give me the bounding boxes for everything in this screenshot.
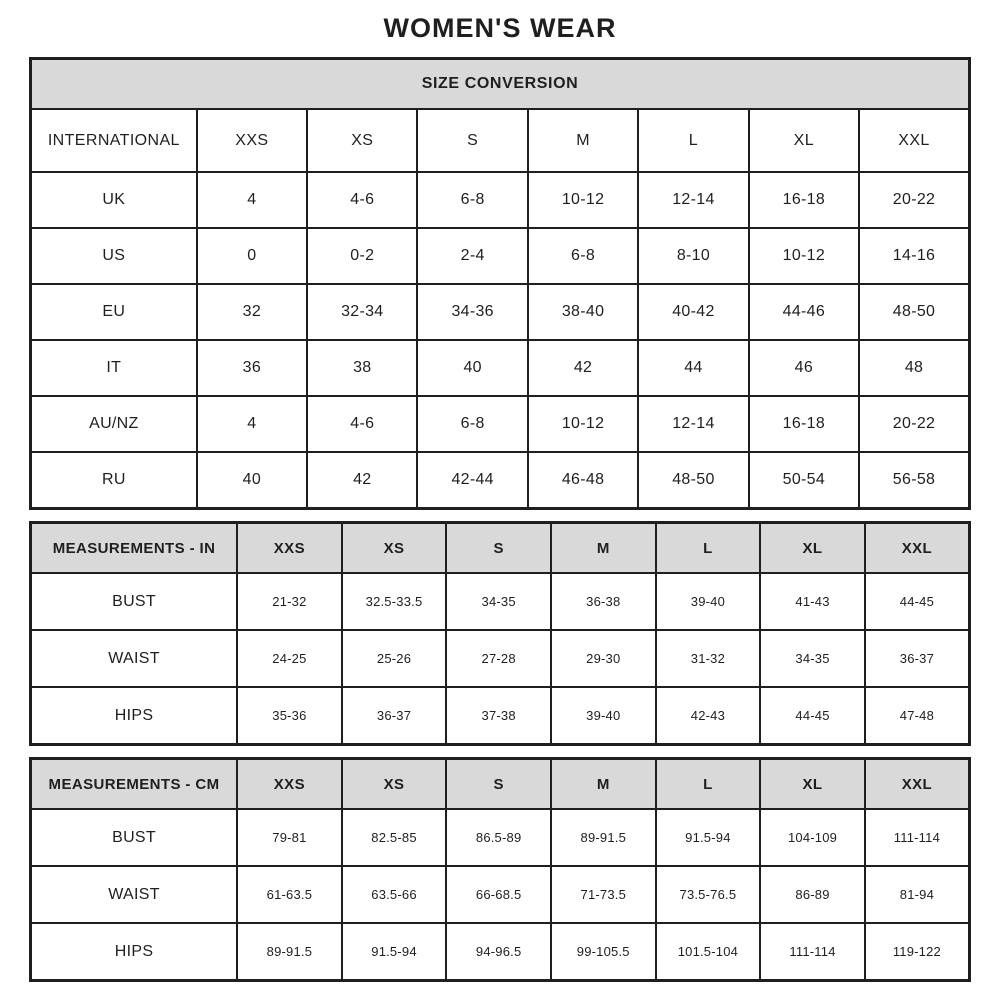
header-cell-xxl: XXL [865,759,970,810]
header-cell-xxl: XXL [865,523,970,574]
measure-cell: 86.5-89 [446,809,551,866]
row-label: HIPS [31,687,238,745]
measure-cell: 81-94 [865,866,970,923]
measure-cell: 39-40 [551,687,656,745]
measure-cell: 37-38 [446,687,551,745]
measure-cell: 63.5-66 [342,866,447,923]
size-cell: 44 [638,340,748,396]
size-cell: 42 [528,340,638,396]
header-cell-xs: XS [307,109,417,172]
row-label: EU [31,284,197,340]
table-row-it [31,340,970,396]
header-cell-s: S [417,109,527,172]
measure-cell: 39-40 [656,573,761,630]
measure-cell: 41-43 [760,573,865,630]
measure-cell: 27-28 [446,630,551,687]
page-title: WOMEN'S WEAR [383,13,617,43]
size-cell: 32 [197,284,307,340]
size-conversion-title-row [31,59,970,110]
row-label: UK [31,172,197,228]
size-conversion-title: SIZE CONVERSION [31,59,970,110]
table-row-waist-in [31,630,970,687]
table-row-aunz [31,396,970,452]
measure-cell: 66-68.5 [446,866,551,923]
row-label: WAIST [31,630,238,687]
size-conversion-header-row [31,109,970,172]
header-cell-m: M [528,109,638,172]
measure-cell: 44-45 [760,687,865,745]
measure-cell: 91.5-94 [656,809,761,866]
size-conversion-table [29,57,971,510]
measure-cell: 29-30 [551,630,656,687]
measurements-cm-table [29,757,971,982]
header-cell-xl: XL [760,759,865,810]
size-cell: 48-50 [638,452,748,509]
size-cell: 36 [197,340,307,396]
measurements-cm-title: MEASUREMENTS - CM [31,759,238,810]
row-label: US [31,228,197,284]
measurements-in-table [29,521,971,746]
size-cell: 56-58 [859,452,969,509]
measure-cell: 24-25 [237,630,342,687]
header-cell-l: L [638,109,748,172]
row-label: BUST [31,809,238,866]
table-row-waist-cm [31,866,970,923]
measure-cell: 89-91.5 [551,809,656,866]
size-cell: 46-48 [528,452,638,509]
header-cell-m: M [551,759,656,810]
header-cell-s: S [446,759,551,810]
size-cell: 40 [197,452,307,509]
size-cell: 42-44 [417,452,527,509]
size-cell: 10-12 [528,396,638,452]
size-cell: 34-36 [417,284,527,340]
measure-cell: 42-43 [656,687,761,745]
size-cell: 8-10 [638,228,748,284]
size-cell: 4-6 [307,172,417,228]
measure-cell: 89-91.5 [237,923,342,981]
measure-cell: 36-38 [551,573,656,630]
header-cell-xl: XL [760,523,865,574]
header-cell-l: L [656,759,761,810]
size-cell: 0-2 [307,228,417,284]
header-cell-xxs: XXS [237,523,342,574]
measure-cell: 21-32 [237,573,342,630]
header-cell-xl: XL [749,109,859,172]
measure-cell: 111-114 [865,809,970,866]
row-label: BUST [31,573,238,630]
header-cell-l: L [656,523,761,574]
header-cell-international: INTERNATIONAL [31,109,197,172]
header-cell-xxs: XXS [237,759,342,810]
header-cell-m: M [551,523,656,574]
measure-cell: 71-73.5 [551,866,656,923]
measure-cell: 35-36 [237,687,342,745]
size-cell: 38-40 [528,284,638,340]
size-cell: 16-18 [749,172,859,228]
size-cell: 2-4 [417,228,527,284]
size-cell: 0 [197,228,307,284]
size-cell: 10-12 [749,228,859,284]
header-cell-xs: XS [342,523,447,574]
measure-cell: 34-35 [446,573,551,630]
measure-cell: 104-109 [760,809,865,866]
size-cell: 48-50 [859,284,969,340]
size-cell: 20-22 [859,172,969,228]
measure-cell: 32.5-33.5 [342,573,447,630]
size-cell: 50-54 [749,452,859,509]
size-cell: 14-16 [859,228,969,284]
measure-cell: 101.5-104 [656,923,761,981]
measurements-cm-header-row [31,759,970,810]
measure-cell: 79-81 [237,809,342,866]
size-cell: 6-8 [528,228,638,284]
size-cell: 40-42 [638,284,748,340]
size-cell: 38 [307,340,417,396]
size-cell: 12-14 [638,396,748,452]
measure-cell: 91.5-94 [342,923,447,981]
measure-cell: 36-37 [865,630,970,687]
size-cell: 6-8 [417,172,527,228]
header-cell-s: S [446,523,551,574]
measurements-in-header-row [31,523,970,574]
size-cell: 20-22 [859,396,969,452]
size-cell: 46 [749,340,859,396]
measure-cell: 61-63.5 [237,866,342,923]
header-cell-xxs: XXS [197,109,307,172]
measure-cell: 25-26 [342,630,447,687]
size-cell: 4 [197,172,307,228]
header-cell-xxl: XXL [859,109,969,172]
table-row-eu [31,284,970,340]
row-label: WAIST [31,866,238,923]
table-row-bust-cm [31,809,970,866]
table-row-hips-in [31,687,970,745]
measure-cell: 82.5-85 [342,809,447,866]
measurements-in-title: MEASUREMENTS - IN [31,523,238,574]
measure-cell: 111-114 [760,923,865,981]
size-cell: 10-12 [528,172,638,228]
table-row-ru [31,452,970,509]
measure-cell: 73.5-76.5 [656,866,761,923]
row-label: RU [31,452,197,509]
row-label: HIPS [31,923,238,981]
table-row-hips-cm [31,923,970,981]
size-cell: 40 [417,340,527,396]
measure-cell: 31-32 [656,630,761,687]
measure-cell: 119-122 [865,923,970,981]
table-row-bust-in [31,573,970,630]
measure-cell: 44-45 [865,573,970,630]
size-cell: 44-46 [749,284,859,340]
size-cell: 16-18 [749,396,859,452]
size-cell: 32-34 [307,284,417,340]
measure-cell: 34-35 [760,630,865,687]
row-label: IT [31,340,197,396]
measure-cell: 36-37 [342,687,447,745]
size-cell: 42 [307,452,417,509]
size-cell: 12-14 [638,172,748,228]
header-cell-xs: XS [342,759,447,810]
table-row-us [31,228,970,284]
measure-cell: 94-96.5 [446,923,551,981]
size-cell: 48 [859,340,969,396]
measure-cell: 86-89 [760,866,865,923]
size-cell: 6-8 [417,396,527,452]
table-row-uk [31,172,970,228]
measure-cell: 47-48 [865,687,970,745]
measure-cell: 99-105.5 [551,923,656,981]
size-cell: 4-6 [307,396,417,452]
size-cell: 4 [197,396,307,452]
row-label: AU/NZ [31,396,197,452]
